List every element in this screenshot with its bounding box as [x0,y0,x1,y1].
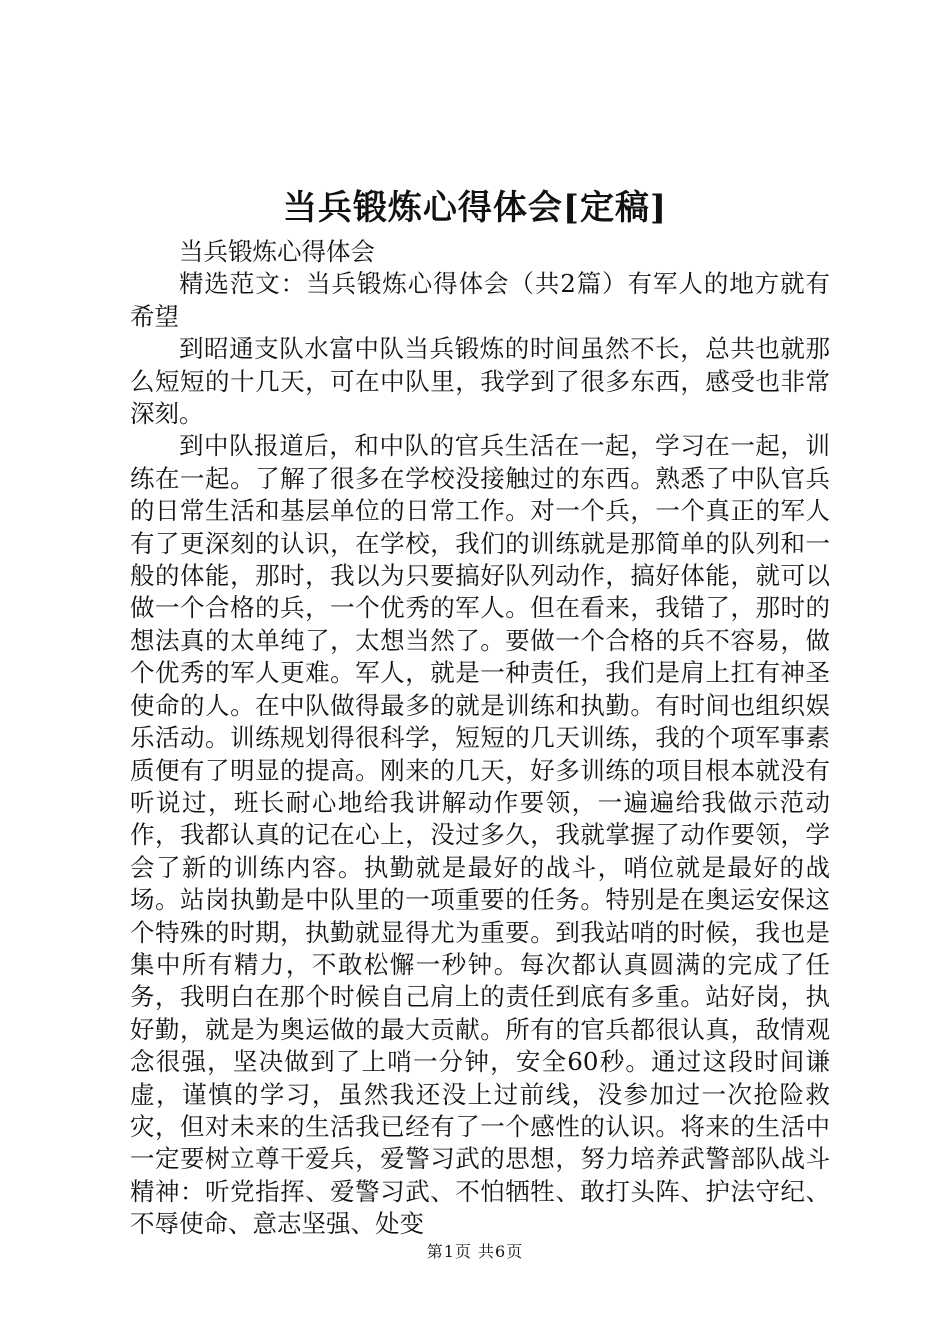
document-title: 当兵锻炼心得体会[定稿] [282,188,668,228]
page-number-footer: 第1页 共6页 [426,1242,524,1261]
paragraph-main: 到中队报道后，和中队的官兵生活在一起，学习在一起，训练在一起。了解了很多在学校没接触过的东西。熟悉了中队官兵的日常生活和基层单位的日常工作。对一个兵，一个真正的军人有了更深刻的认识，在学校，我们的训练就是那简单的队列和一般的体能，那时，我以为只要搞好队列动作，搞好体能，就可以做一个合格的兵，一个优秀的军人。但在看来，我错了，那时的想法真的太单纯了，太想当然了。要做一个合格的兵不容易，做个优秀的军人更难。军人，就是一种责任，我们是肩上扛有神圣使命的人。在中队做得最多的就是训练和执勤。有时间也组织娱乐活动。训练规划得很科学，短短的几天训练，我的个项军事素质便有了明显的提高。刚来的几天，好多训练的项目根本就没有听说过，班长耐心地给我讲解动作要领，一遍遍给我做示范动作，我都认真的记在心上，没过多久，我就掌握了动作要领，学会了新的训练内容。执勤就是最好的战斗，哨位就是最好的战场。站岗执勤是中队里的一项重要的任务。特别是在奥运安保这个特殊的时期，执勤就显得尤为重要。到我站哨的时候，我也是集中所有精力，不敢松懈一秒钟。每次都认真圆满的完成了任务，我明白在那个时候自己肩上的责任到底有多重。站好岗，执好勤，就是为奥运做的最大贡献。所有的官兵都很认真，敌情观念很强，坚决做到了上哨一分钟，安全60秒。通过这段时间谦虚，谨慎的学习，虽然我还没上过前线，没参加过一次抢险救灾，但对未来的生活我已经有了一个感性的认识。将来的生活中一定要树立尊干爱兵，爱警习武的思想，努力培养武警部队战斗精神：听党指挥、爱警习武、不怕牺牲、敢打头阵、护法守纪、不辱使命、意志坚强、处变 [130,431,830,1239]
paragraph-heading: 当兵锻炼心得体会 [179,237,375,266]
document-body [130,236,830,1241]
paragraph-opening: 到昭通支队水富中队当兵锻炼的时间虽然不长，总共也就那么短短的十几天，可在中队里，我学到了很多东西，感受也非常深刻。 [130,334,830,429]
paragraph-intro: 精选范文：当兵锻炼心得体会（共2篇）有军人的地方就有希望 [130,269,830,331]
